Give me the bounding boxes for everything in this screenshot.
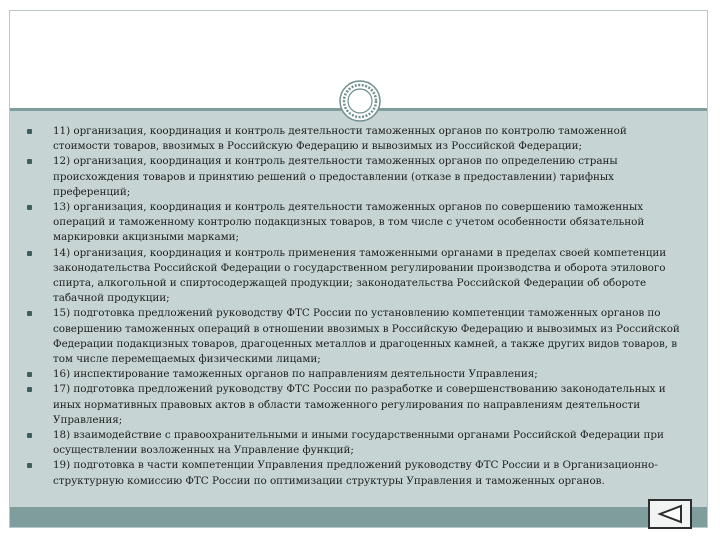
circle-ornament-icon bbox=[339, 80, 381, 122]
list-item bbox=[27, 246, 687, 307]
bullet-icon bbox=[27, 372, 32, 377]
list-item-text: 19) подготовка в части компетенции Управления предложений руководству ФТС России и в Организационно-структурную комиссию ФТС России по оптимизации структуры Управления и таможенных органов. bbox=[53, 459, 658, 487]
list-item bbox=[27, 428, 687, 458]
list-item bbox=[27, 124, 687, 154]
list-item-text: 13) организация, координация и контроль деятельности таможенных органов по совершению таможенных операций и таможенному контролю подакцизных товаров, в том числе с учетом особенности обязательной маркировки акцизными марками; bbox=[53, 201, 645, 244]
bullet-list bbox=[27, 124, 687, 489]
bullet-icon bbox=[27, 311, 32, 316]
list-item-text: 14) организация, координация и контроль применения таможенными органами в пределах своей компетенции законодательства Российской Федерации о государственном регулировании производства и оборота этилового спирта, алкогольной и спиртосодержащей продукции; законодательства Российской Федерации об обороте табачной продукции; bbox=[53, 246, 667, 305]
bullet-icon bbox=[27, 251, 32, 256]
bullet-icon bbox=[27, 387, 32, 392]
list-item-text: 17) подготовка предложений руководству ФТС России по разработке и совершенствованию законодательных и иных нормативных правовых актов в области таможенного регулирования по направлениям деятельности Управления; bbox=[53, 383, 666, 426]
list-item bbox=[27, 154, 687, 200]
back-button[interactable] bbox=[648, 499, 692, 529]
list-item bbox=[27, 306, 687, 367]
bullet-icon bbox=[27, 205, 32, 210]
bullet-icon bbox=[27, 159, 32, 164]
list-item-text: 11) организация, координация и контроль деятельности таможенных органов по контролю таможенной стоимости товаров, ввозимых в Российскую Федерацию и вывозимых из Российской Федерации; bbox=[53, 125, 627, 153]
list-item bbox=[27, 200, 687, 246]
list-item-text: 15) подготовка предложений руководству ФТС России по установлению компетенции таможенных органов по совершению таможенных операций в отношении ввозимых в Российскую Федерацию и вывозимых из Российской Федерации подакцизных товаров, драгоценных металлов и драгоценных камней, а также других видов товаров, в том числе перемещаемых физическими лицами; bbox=[53, 307, 680, 366]
bullet-icon bbox=[27, 433, 32, 438]
bullet-icon bbox=[27, 129, 32, 134]
slide-footer bbox=[10, 507, 707, 527]
list-item bbox=[27, 458, 687, 488]
list-item bbox=[27, 382, 687, 428]
bullet-icon bbox=[27, 463, 32, 468]
list-item-text: 12) организация, координация и контроль деятельности таможенных органов по определению страны происхождения товаров и принятию решений о предоставлении (отказе в предоставлении) тарифных преференций; bbox=[53, 155, 618, 198]
list-item-text: 18) взаимодействие с правоохранительными и иными государственными органами Российской Федерации при осуществлении возложенных на Управление функций; bbox=[53, 429, 664, 457]
list-item-text: 16) инспектирование таможенных органов по направлениям деятельности Управления; bbox=[53, 368, 538, 381]
back-triangle-icon bbox=[657, 504, 683, 524]
list-item bbox=[27, 367, 687, 382]
